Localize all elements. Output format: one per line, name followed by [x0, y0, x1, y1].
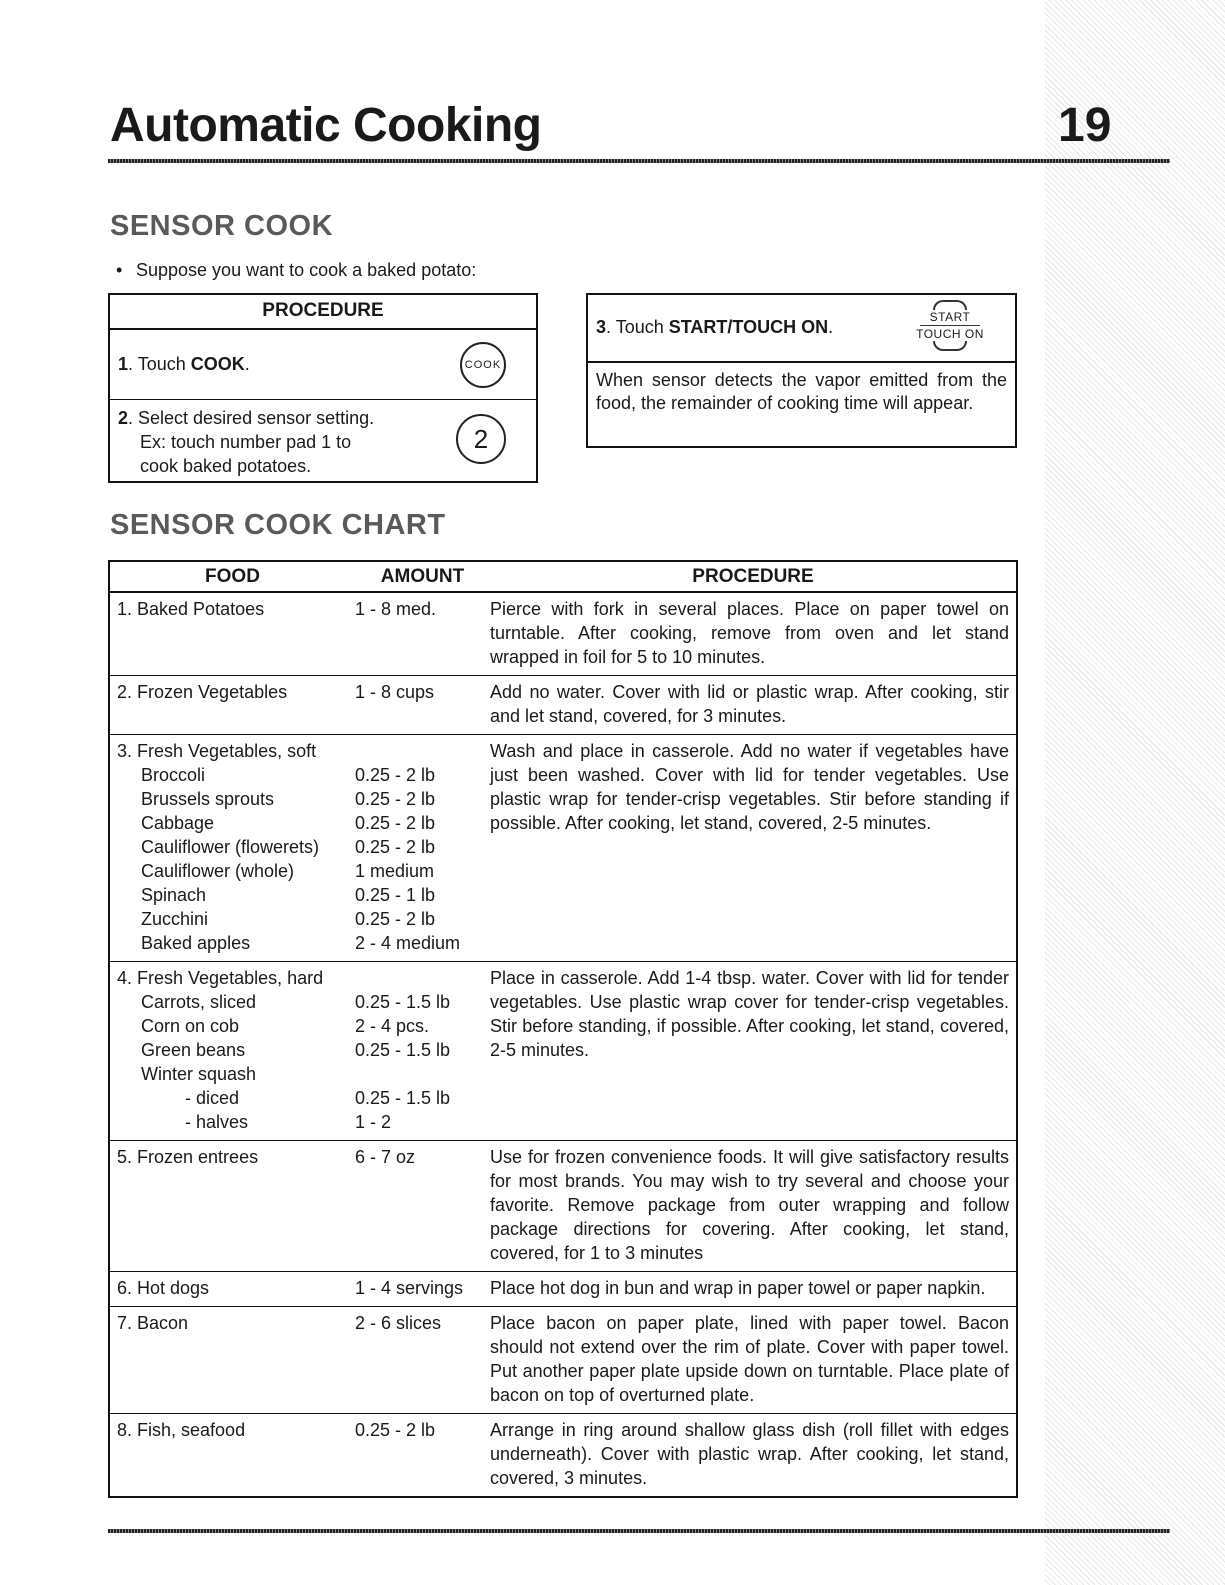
amount-cell [355, 1307, 490, 1414]
step-number: 1 [118, 354, 129, 374]
amount-value: 0.25 - 2 lb [355, 909, 436, 929]
food-subitem: Carrots, sliced [141, 992, 257, 1012]
food-name: 2. Frozen Vegetables [117, 682, 288, 702]
amount-value: 1 - 4 servings [355, 1278, 464, 1298]
food-subitem: Broccoli [141, 765, 206, 785]
food-name: 6. Hot dogs [117, 1278, 210, 1298]
food-cell [110, 1141, 355, 1272]
food-subitem: Baked apples [141, 933, 251, 953]
amount-value: 2 - 4 medium [355, 933, 461, 953]
footer-divider [108, 1529, 1170, 1533]
column-header-amount: AMOUNT [355, 562, 490, 592]
table-row [110, 962, 1016, 1141]
food-subitem: Cabbage [141, 813, 215, 833]
intro-sentence: Suppose you want to cook a baked potato: [136, 260, 477, 280]
food-subitem: - diced [185, 1088, 240, 1108]
bullet: • [116, 260, 123, 280]
food-subitem: Zucchini [141, 909, 209, 929]
scan-edge-texture [1045, 0, 1225, 1585]
procedure-box [108, 293, 538, 483]
title-divider [108, 159, 1170, 163]
food-subitem: Cauliflower (flowerets) [141, 837, 320, 857]
procedure-cell: Use for frozen convenience foods. It will give satisfactory results for most brands. You may wish to try several and choose your favorite. Remove package from outer wrapping and follow package directions for covering. After cooking, let stand, covered, for 1 to 3 minutes [490, 1141, 1016, 1272]
procedure-step-3 [588, 295, 1015, 363]
amount-value [355, 966, 490, 990]
step-key: COOK [190, 354, 245, 374]
amount-value: 0.25 - 1.5 lb [355, 1088, 451, 1108]
sensor-cook-chart-table [108, 560, 1018, 1498]
table-row [110, 1141, 1016, 1272]
amount-cell [355, 676, 490, 735]
food-subitem: Cauliflower (whole) [141, 861, 295, 881]
table-row [110, 592, 1016, 676]
amount-value: 2 - 6 slices [355, 1313, 442, 1333]
procedure-cell: Place hot dog in bun and wrap in paper towel or paper napkin. [490, 1272, 1016, 1307]
table-row [110, 1307, 1016, 1414]
procedure-header: PROCEDURE [110, 295, 536, 330]
amount-value: 0.25 - 2 lb [355, 789, 436, 809]
amount-cell [355, 735, 490, 962]
sensor-cook-heading: SENSOR COOK [110, 210, 334, 242]
table-row [110, 1272, 1016, 1307]
procedure-cell: Arrange in ring around shallow glass dish (roll fillet with edges underneath). Cover with plastic wrap. After cooking, let stand, covered, 3 minutes. [490, 1414, 1016, 1497]
food-subitem: Winter squash [141, 1064, 257, 1084]
procedure-cell: Place in casserole. Add 1-4 tbsp. water. Cover with lid for tender vegetables. Use plastic wrap cover for tender-crisp vegetables. Stir before standing, if possible. After cooking, let stand, covered, 2-5 minutes. [490, 962, 1016, 1141]
amount-cell [355, 1414, 490, 1497]
food-subitem: Spinach [141, 885, 207, 905]
step-line-2: Ex: touch number pad 1 to [140, 432, 352, 452]
step-number: 3 [596, 317, 607, 337]
procedure-cell: Pierce with fork in several places. Place on paper towel on turntable. After cooking, remove from oven and let stand wrapped in foil for 5 to 10 minutes. [490, 599, 1009, 667]
food-cell [110, 676, 355, 735]
food-name: 7. Bacon [117, 1313, 189, 1333]
step-end: . [244, 354, 250, 374]
food-cell [110, 1414, 355, 1497]
cook-pad-icon: COOK [460, 342, 506, 388]
amount-value: 2 - 4 pcs. [355, 1016, 430, 1036]
touch-on-icon-label: TOUCH ON [916, 327, 984, 341]
amount-cell [355, 962, 490, 1141]
food-cell [110, 592, 355, 676]
food-cell [110, 1272, 355, 1307]
amount-value: 0.25 - 2 lb [355, 1420, 436, 1440]
step-text: . Touch [128, 354, 191, 374]
table-row [110, 1414, 1016, 1497]
amount-value: 0.25 - 1.5 lb [355, 1040, 451, 1060]
amount-value: 0.25 - 2 lb [355, 837, 436, 857]
amount-value: 6 - 7 oz [355, 1147, 416, 1167]
step-line-1: . Select desired sensor setting. [128, 408, 375, 428]
step-3-description: When sensor detects the vapor emitted from the food, the remainder of cooking time will appear. [596, 370, 1007, 413]
amount-value: 1 - 8 cups [355, 682, 435, 702]
procedure-cell: Place bacon on paper plate, lined with paper towel. Bacon should not extend over the rim of plate. Cover with paper towel. Put another paper plate upside down on turntable. Place plate of bacon on top of overturned plate. [490, 1307, 1016, 1414]
food-cell [110, 735, 355, 962]
procedure-cell: Wash and place in casserole. Add no water if vegetables have just been washed. Cover with lid for tender vegetables. Use plastic wrap for tender-crisp vegetables. Stir before standing if possible. After cooking, let stand, covered, 2-5 minutes. [490, 735, 1016, 962]
number-pad-2-icon: 2 [456, 414, 506, 464]
amount-value [355, 1062, 490, 1086]
amount-value: 0.25 - 2 lb [355, 765, 436, 785]
amount-value: 0.25 - 1 lb [355, 885, 436, 905]
procedure-step-2 [110, 400, 536, 481]
amount-value: 1 - 2 [355, 1112, 392, 1132]
amount-value [355, 739, 490, 763]
page-title: Automatic Cooking [110, 99, 542, 152]
amount-value: 1 - 8 med. [355, 599, 437, 619]
procedure-step-1 [110, 330, 536, 400]
amount-cell [355, 1141, 490, 1272]
step-text: . Touch [606, 317, 669, 337]
table-row [110, 676, 1016, 735]
food-cell [110, 962, 355, 1141]
food-cell [110, 1307, 355, 1414]
column-header-procedure: PROCEDURE [490, 562, 1016, 592]
table-row [110, 735, 1016, 962]
amount-value: 1 medium [355, 861, 435, 881]
procedure-cell: Add no water. Cover with lid or plastic wrap. After cooking, stir and let stand, covered, for 3 minutes. [490, 676, 1016, 735]
amount-value: 0.25 - 2 lb [355, 813, 436, 833]
step-end: . [828, 317, 834, 337]
food-name: 5. Frozen entrees [117, 1147, 259, 1167]
amount-value: 0.25 - 1.5 lb [355, 992, 451, 1012]
step-line-3: cook baked potatoes. [140, 456, 312, 476]
amount-cell [355, 1272, 490, 1307]
sensor-cook-chart-heading: SENSOR COOK CHART [110, 509, 446, 541]
food-name: 4. Fresh Vegetables, hard [117, 968, 324, 988]
start-touch-on-pad-icon [913, 300, 987, 354]
food-subitem: Brussels sprouts [141, 789, 275, 809]
procedure-box-step-3 [586, 293, 1017, 448]
intro-text [116, 260, 476, 281]
food-subitem: Corn on cob [141, 1016, 240, 1036]
food-subitem: - halves [185, 1112, 249, 1132]
amount-cell [355, 592, 490, 676]
food-name: 3. Fresh Vegetables, soft [117, 741, 317, 761]
food-subitem: Green beans [141, 1040, 246, 1060]
column-header-food: FOOD [110, 562, 355, 592]
food-name: 8. Fish, seafood [117, 1420, 246, 1440]
step-number: 2 [118, 408, 129, 428]
food-name: 1. Baked Potatoes [117, 599, 265, 619]
page-number: 19 [1058, 99, 1112, 152]
step-key: START/TOUCH ON [668, 317, 829, 337]
start-icon-label: START [929, 310, 971, 324]
